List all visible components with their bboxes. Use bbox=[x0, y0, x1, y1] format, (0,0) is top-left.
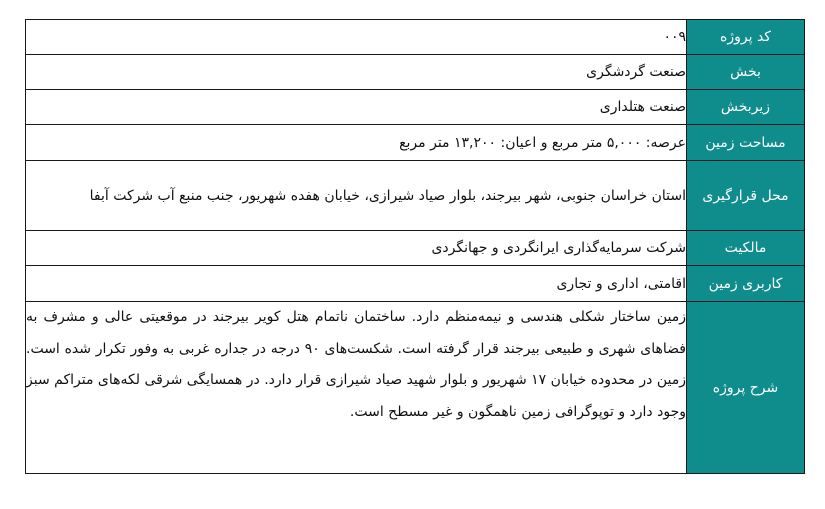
label-project-code: کد پروژه bbox=[687, 20, 805, 55]
project-code-text: ۰۰۹ bbox=[663, 29, 686, 45]
value-ownership: شرکت سرمایه‌گذاری ایرانگردی و جهانگردی bbox=[26, 231, 687, 266]
value-subsector: صنعت هتلداری bbox=[26, 90, 687, 125]
label-sector: بخش bbox=[687, 55, 805, 90]
row-sector bbox=[26, 55, 805, 90]
value-description: زمین ساختار شکلی هندسی و نیمه‌منظم دارد. ساختمان ناتمام هتل کویر بیرجند در موقعیتی عالی و مشرف به فضاهای شهری و طبیعی بیرجند قرار گرفته است. شکست‌های ۹۰ درجه در جداره غربی به وفور تکرار شده است. زمین در محدوده خیابان ۱۷ شهریور و بلوار شهید صیاد شیرازی قرار دارد. در همسایگی شرقی لکه‌های متراکم سبز وجود دارد و توپوگرافی زمین ناهمگون و غیر مسطح است. bbox=[26, 302, 687, 474]
value-land-use: اقامتی، اداری و تجاری bbox=[26, 266, 687, 302]
value-location: استان خراسان جنوبی، شهر بیرجند، بلوار صیاد شیرازی، خیابان هفده شهریور، جنب منبع آب شرکت آبفا bbox=[26, 161, 687, 231]
label-ownership: مالکیت bbox=[687, 231, 805, 266]
row-ownership bbox=[26, 231, 805, 266]
row-location bbox=[26, 161, 805, 231]
label-subsector: زیربخش bbox=[687, 90, 805, 125]
label-description: شرح پروژه bbox=[687, 302, 805, 474]
label-location: محل قرارگیری bbox=[687, 161, 805, 231]
label-land-use: کاربری زمین bbox=[687, 266, 805, 302]
row-description bbox=[26, 302, 805, 474]
value-land-area: عرصه: ۵,۰۰۰ متر مربع و اعیان: ۱۳,۲۰۰ متر مربع bbox=[26, 125, 687, 161]
row-land-area bbox=[26, 125, 805, 161]
value-sector: صنعت گردشگری bbox=[26, 55, 687, 90]
label-land-area: مساحت زمین bbox=[687, 125, 805, 161]
row-subsector bbox=[26, 90, 805, 125]
row-project-code bbox=[26, 20, 805, 55]
project-info-table bbox=[25, 19, 805, 474]
row-land-use bbox=[26, 266, 805, 302]
value-project-code bbox=[26, 20, 687, 55]
